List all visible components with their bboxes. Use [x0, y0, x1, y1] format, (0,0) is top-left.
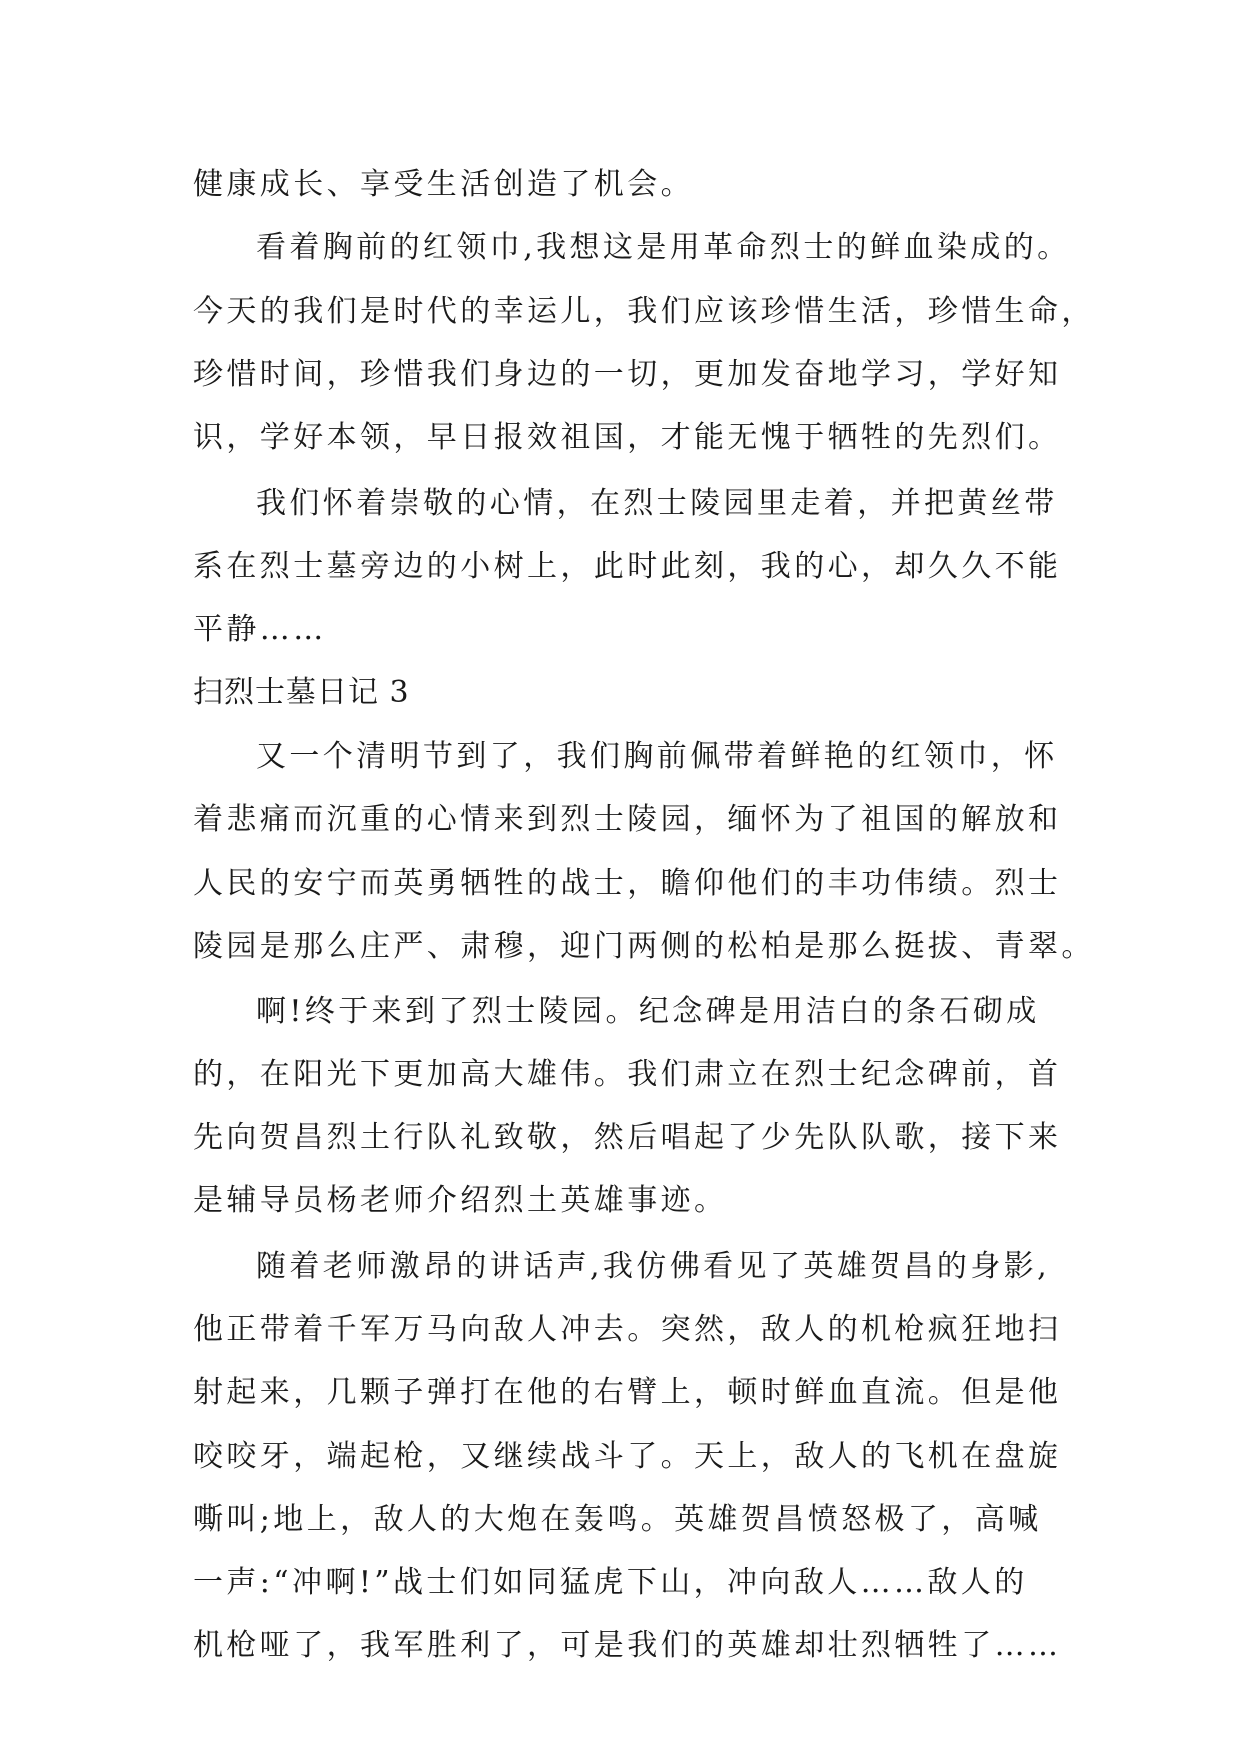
text-line: 人民的安宁而英勇牺牲的战士，瞻仰他们的丰功伟绩。烈士	[193, 866, 1062, 901]
paragraph-first-line: 我们怀着崇敬的心情，在烈士陵园里走着，并把黄丝带	[256, 486, 1058, 521]
text-line: 着悲痛而沉重的心情来到烈士陵园，缅怀为了祖国的解放和	[193, 802, 1062, 837]
text-line: 他正带着千军万马向敌人冲去。突然，敌人的机枪疯狂地扫	[193, 1312, 1062, 1347]
section-heading: 扫烈士墓日记 3	[193, 675, 410, 710]
text-line: 健康成长、享受生活创造了机会。	[193, 167, 694, 202]
text-line: 射起来，几颗子弹打在他的右臂上，顿时鲜血直流。但是他	[193, 1375, 1062, 1410]
text-line: 是辅导员杨老师介绍烈土英雄事迹。	[193, 1183, 728, 1218]
text-line: 识，学好本领，早日报效祖国，才能无愧于牺牲的先烈们。	[193, 420, 1062, 455]
text-line: 系在烈士墓旁边的小树上，此时此刻，我的心，却久久不能	[193, 549, 1062, 584]
paragraph-first-line: 啊!终于来到了烈士陵园。纪念碑是用洁白的条石砌成	[256, 994, 1040, 1029]
paragraph-first-line: 又一个清明节到了，我们胸前佩带着鲜艳的红领巾，怀	[256, 739, 1058, 774]
text-line: 平静……	[193, 612, 327, 647]
text-line: 的，在阳光下更加高大雄伟。我们肃立在烈士纪念碑前，首	[193, 1057, 1062, 1092]
paragraph-first-line: 看着胸前的红领巾,我想这是用革命烈士的鲜血染成的。	[256, 230, 1071, 265]
text-line: 机枪哑了，我军胜利了，可是我们的英雄却壮烈牺牲了……	[193, 1628, 1062, 1663]
text-line: 嘶叫;地上，敌人的大炮在轰鸣。英雄贺昌愤怒极了，高喊	[193, 1502, 1042, 1537]
text-line: 陵园是那么庄严、肃穆，迎门两侧的松柏是那么挺拔、青翠。	[193, 929, 1095, 964]
text-line: 今天的我们是时代的幸运儿，我们应该珍惜生活，珍惜生命，	[193, 294, 1095, 329]
text-line: 珍惜时间，珍惜我们身边的一切，更加发奋地学习，学好知	[193, 357, 1062, 392]
text-line: 先向贺昌烈土行队礼致敬，然后唱起了少先队队歌，接下来	[193, 1120, 1062, 1155]
text-line: 咬咬牙，端起枪，又继续战斗了。天上，敌人的飞机在盘旋	[193, 1439, 1062, 1474]
text-line: 一声:“冲啊!”战士们如同猛虎下山，冲向敌人……敌人的	[193, 1565, 1028, 1600]
paragraph-first-line: 随着老师激昂的讲话声,我仿佛看见了英雄贺昌的身影,	[256, 1249, 1051, 1284]
